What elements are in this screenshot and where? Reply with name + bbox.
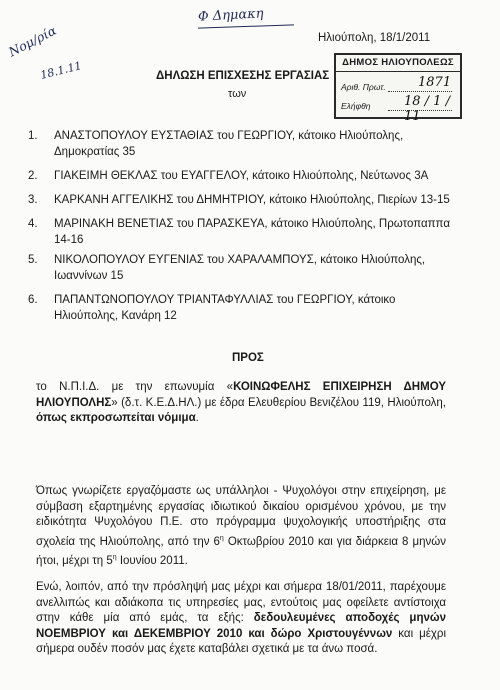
list-number: 1. [28,130,38,142]
bold-span: όπως εκπροσωπείται νόμιμα [36,412,196,424]
list-line2: Ιωαννίνων 15 [54,270,124,282]
body-paragraph-2 [36,580,446,658]
text-span: » (δ.τ. Κ.Ε.Δ.ΗΛ.) με έδρα Ελευθερίου Βενιζέλου 119, Ηλιούπολη, [111,396,446,409]
stamp-divider [336,71,460,72]
recipient-heading: ΠΡΟΣ [232,352,264,364]
bold-span: δεδουλευμένες αποδοχές μηνών ΝΟΕΜΒΡΙΟΥ και ΔΕΚΕΜΒΡΙΟΥ 2010 και δώρο Χριστουγέννων [36,612,446,640]
stamp-protocol-line [388,91,452,92]
text-span: Ενώ, λοιπόν, από την πρόσληψή μας μέχρι και σήμερα 18/01/2011, παρέχουμε ανελλιπώς και αδιάκοπα τις υπηρεσίες μας, εντούτοις μας οφείλετε αντίστοιχα στην κάθε μία από εμάς, τα εξής: [36,581,446,624]
list-number: 5. [28,254,38,266]
list-line1: ΠΑΠΑΝΤΩΝΟΠΟΥΛΟΥ ΤΡΙΑΝΤΑΦΥΛΛΙΑΣ του ΓΕΩΡΓΙΟΥ, κάτοικο [54,294,396,306]
text-span: Ιουνίου 2011. [116,554,188,567]
list-line2: Δημοκρατίας 35 [54,146,136,158]
stamp-protocol-value: 1871 [418,75,452,90]
protocol-stamp [334,53,462,124]
recipient-name: ΚΟΙΝΩΦΕΛΗΣ ΕΠΙΧΕΙΡΗΣΗ ΔΗΜΟΥ ΗΛΙΟΥΠΟΛΗΣ [36,381,446,409]
stamp-protocol-label: Αριθ. Πρωτ. [341,82,386,92]
list-number: 4. [28,218,38,230]
superscript: η [112,553,117,561]
place-date: Ηλιούπολη, 18/1/2011 [318,32,431,44]
list-line1: ΑΝΑΣΤΟΠΟΥΛΟΥ ΕΥΣΤΑΘΙΑΣ του ΓΕΩΡΓΙΟΥ, κάτοικο Ηλιούπολης, [54,130,404,142]
list-line1: ΚΑΡΚΑΝΗ ΑΓΓΕΛΙΚΗΣ του ΔΗΜΗΤΡΙΟΥ, κάτοικο Ηλιούπολης, Πιερίων 13-15 [54,194,450,206]
handwritten-note-top: Φ Δημακη [197,6,264,25]
text-span: και μέχρι σήμερα ουδέν ποσόν μας έχετε καταβάλει σχετικά με τα άνω ποσά. [36,627,446,655]
list-line2: 14-16 [54,234,84,246]
stamp-title: ΔΗΜΟΣ ΗΛΙΟΥΠΟΛΕΩΣ [342,57,454,68]
handwritten-note-left: Νομ/ρία [6,22,59,60]
stamp-received-value: 18 / 1 / 11 [404,94,450,124]
recipient-paragraph [36,380,446,427]
document-subtitle: των [228,88,247,100]
text-span: Όπως γνωρίζετε εργαζόμαστε ως υπάλληλοι - Ψυχολόγοι στην επιχείρηση, με σύμβαση εξαρτημένης εργασίας ιδιωτικού δικαίου ορισμένου χρόνου, με την ειδικότητα Ψυχολόγου Π.Ε. στο πρόγραμμα ψυχολογικής υποστήριξης στα σχολεία της Ηλιούπολης, από την 6 [36,485,446,548]
body-paragraph-1 [36,484,446,569]
list-line2: Ηλιούπολης, Κανάρη 12 [54,310,177,322]
list-number: 3. [28,194,38,206]
list-line1: ΜΑΡΙΝΑΚΗ ΒΕΝΕΤΙΑΣ του ΠΑΡΑΣΚΕΥΑ, κάτοικο Ηλιούπολης, Πρωτοπαππα [54,218,450,230]
list-number: 2. [28,170,38,182]
document-title: ΔΗΛΩΣΗ ΕΠΙΣΧΕΣΗΣ ΕΡΓΑΣΙΑΣ [156,70,330,82]
superscript: η [219,534,224,542]
stamp-received-label: Ελήφθη [341,101,371,111]
text-span: το Ν.Π.Ι.Δ. με την επωνυμία « [36,381,234,393]
list-number: 6. [28,294,38,306]
text-span: . [195,412,199,424]
handwritten-date-left: 18.1.11 [39,59,83,82]
list-line1: ΝΙΚΟΛΟΠΟΥΛΟΥ ΕΥΓΕΝΙΑΣ του ΧΑΡΑΛΑΜΠΟΥΣ, κάτοικο Ηλιούπολης, [54,254,426,266]
list-line1: ΓΙΑΚΕΙΜΗ ΘΕΚΛΑΣ του ΕΥΑΓΓΕΛΟΥ, κάτοικο Ηλιούπολης, Νεύτωνος 3Α [54,170,429,182]
handwritten-underline [198,24,294,28]
text-span: Οκτωβρίου 2010 και για διάρκεια 8 μηνών ήτοι, μέχρι τη 5 [36,535,446,567]
